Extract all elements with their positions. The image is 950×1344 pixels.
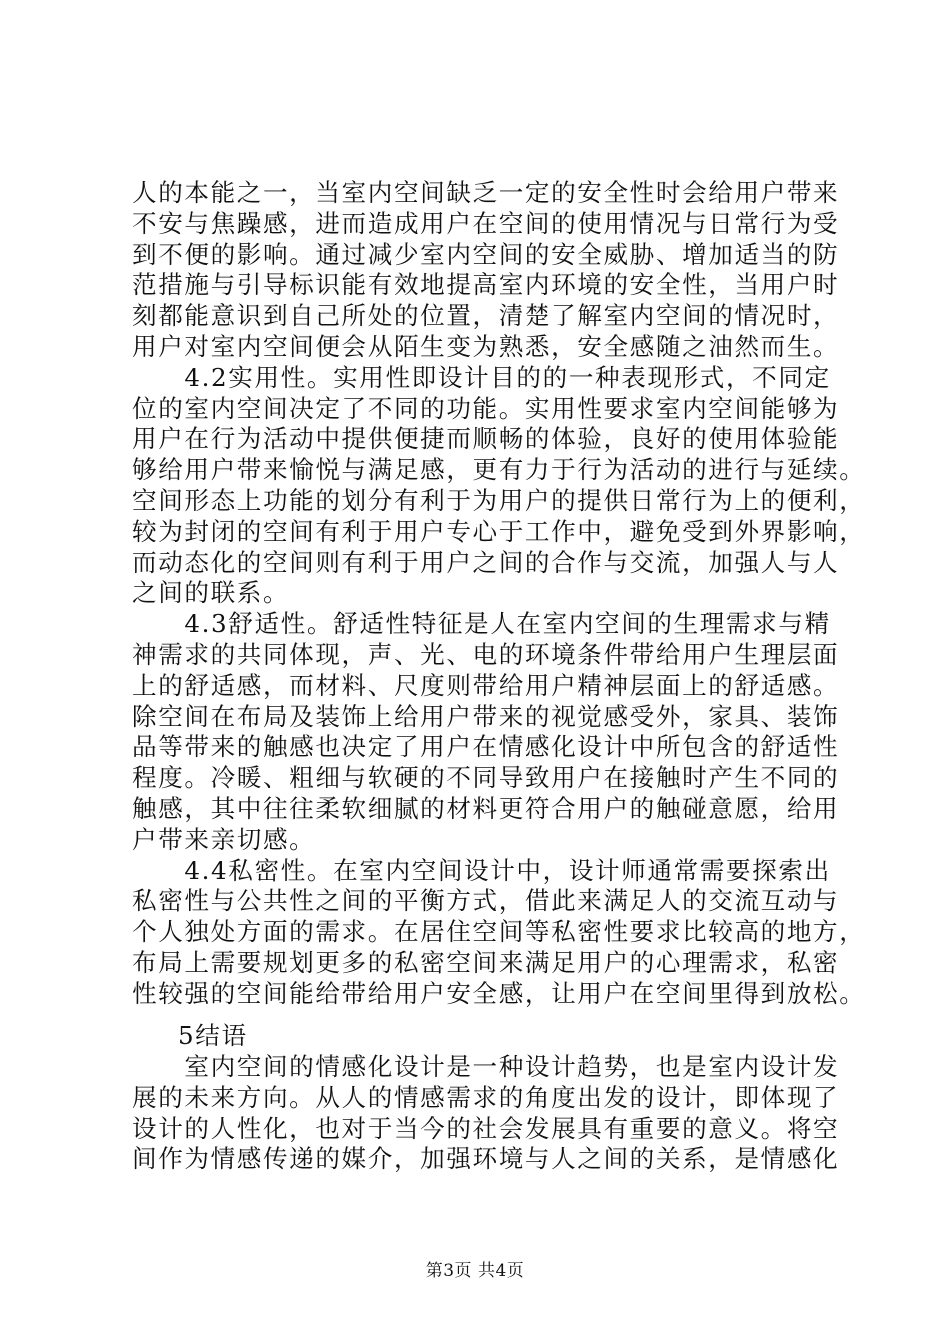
text-line: 4.4私密性。在室内空间设计中，设计师通常需要探索出	[132, 855, 831, 885]
text-line: 刻都能意识到自己所处的位置，清楚了解室内空间的情况时，	[132, 301, 840, 331]
text-line: 布局上需要规划更多的私密空间来满足用户的心理需求，私密	[132, 947, 840, 977]
text-line: 性较强的空间能给带给用户安全感，让用户在空间里得到放松。	[132, 978, 866, 1008]
text-line: 室内空间的情感化设计是一种设计趋势，也是室内设计发	[132, 1052, 840, 1081]
text-line: 4.3舒适性。舒适性特征是人在室内空间的生理需求与精	[132, 609, 831, 639]
text-line: 用户在行为活动中提供便捷而顺畅的体验，良好的使用体验能	[132, 424, 840, 454]
page-footer: 第3页 共4页	[425, 1261, 525, 1281]
text-line: 而动态化的空间则有利于用户之间的合作与交流，加强人与人	[132, 547, 840, 577]
text-line: 人的本能之一，当室内空间缺乏一定的安全性时会给用户带来	[132, 178, 840, 207]
text-line: 4.2实用性。实用性即设计目的的一种表现形式，不同定	[132, 362, 831, 392]
text-line: 较为封闭的空间有利于用户专心于工作中，避免受到外界影响，	[132, 516, 866, 546]
text-line: 个人独处方面的需求。在居住空间等私密性要求比较高的地方，	[132, 917, 866, 947]
text-line: 够给用户带来愉悦与满足感，更有力于行为活动的进行与延续。	[132, 455, 866, 485]
text-line: 空间形态上功能的划分有利于为用户的提供日常行为上的便利，	[132, 485, 866, 515]
text-line: 不安与焦躁感，进而造成用户在空间的使用情况与日常行为受	[132, 208, 840, 238]
text-line: 神需求的共同体现，声、光、电的环境条件带给用户生理层面	[132, 639, 840, 669]
section-heading: 5结语	[178, 1021, 248, 1050]
text-line: 品等带来的触感也决定了用户在情感化设计中所包含的舒适性	[132, 732, 840, 762]
text-line: 范措施与引导标识能有效地提高室内环境的安全性，当用户时	[132, 270, 840, 300]
text-line: 触感，其中往往柔软细腻的材料更符合用户的触碰意愿，给用	[132, 793, 840, 823]
text-line: 上的舒适感，而材料、尺度则带给用户精神层面上的舒适感。	[132, 670, 840, 700]
text-line: 到不便的影响。通过减少室内空间的安全威胁、增加适当的防	[132, 239, 840, 269]
text-line: 展的未来方向。从人的情感需求的角度出发的设计，即体现了	[132, 1082, 840, 1112]
body-text-part2	[132, 1052, 852, 1175]
text-line: 位的室内空间决定了不同的功能。实用性要求室内空间能够为	[132, 393, 840, 423]
text-line: 间作为情感传递的媒介，加强环境与人之间的关系，是情感化	[132, 1144, 840, 1174]
text-line: 之间的联系。	[132, 578, 290, 608]
text-line: 设计的人性化，也对于当今的社会发展具有重要的意义。将空	[132, 1113, 840, 1143]
text-line: 户带来亲切感。	[132, 824, 316, 854]
text-line: 用户对室内空间便会从陌生变为熟悉，安全感随之油然而生。	[132, 331, 840, 361]
text-line: 程度。冷暖、粗细与软硬的不同导致用户在接触时产生不同的	[132, 763, 840, 793]
text-line: 私密性与公共性之间的平衡方式，借此来满足人的交流互动与	[132, 886, 840, 916]
body-text-part1	[132, 178, 866, 1010]
text-line: 除空间在布局及装饰上给用户带来的视觉感受外，家具、装饰	[132, 701, 840, 731]
